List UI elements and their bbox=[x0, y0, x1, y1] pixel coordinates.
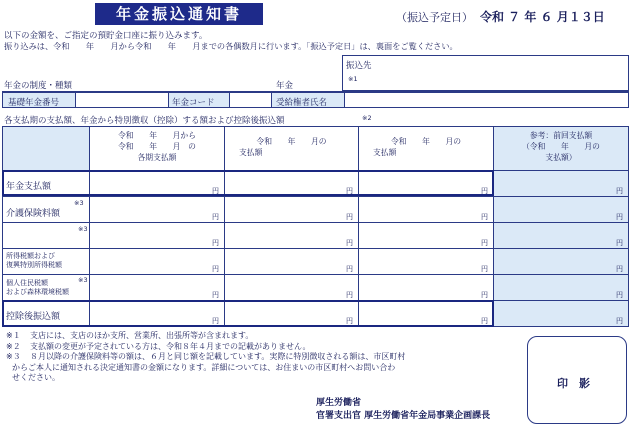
yen-r5c2: 円 bbox=[346, 291, 353, 299]
row-label-income-tax: 所得税額および 復興特別所得税額 bbox=[6, 252, 62, 269]
table-caption: 各支払期の支払額、年金から特別徴収（控除）する額および控除後振込額 bbox=[4, 116, 285, 126]
scheduled-date: 令和 ７ 年 ６ 月１３日 bbox=[480, 10, 605, 24]
yen-r3c2: 円 bbox=[346, 239, 353, 247]
yen-r2c3: 円 bbox=[481, 213, 488, 221]
pension-label: 年金 bbox=[276, 81, 294, 91]
yen-r5c3: 円 bbox=[481, 291, 488, 299]
scheduled-date-label: （振込予定日） bbox=[396, 11, 473, 24]
yen-r1c1: 円 bbox=[212, 187, 219, 195]
yen-r4c4: 円 bbox=[616, 265, 623, 273]
row-note-care-insurance: ※3 bbox=[74, 199, 84, 207]
yen-r6c4: 円 bbox=[616, 317, 623, 325]
yen-r1c3: 円 bbox=[481, 187, 488, 195]
issuer-line-1: 厚生労働省 bbox=[316, 398, 362, 408]
highlight-pension-payment bbox=[2, 170, 494, 196]
pension-system-label: 年金の制度・種類 bbox=[4, 81, 73, 91]
table-caption-note: ※2 bbox=[362, 114, 372, 122]
footnotes bbox=[6, 331, 405, 384]
pension-code-label: 年金コード bbox=[172, 98, 215, 108]
yen-r3c4: 円 bbox=[616, 239, 623, 247]
footnote-text-2: 支払額の変更が予定されている方は、令和８年４月までの記載がありません。 bbox=[30, 341, 311, 351]
footnote-text-4: からご本人に通知される決定通知書の金額になります。詳細については、お住まいの市区町村へお問い合わ bbox=[12, 362, 396, 372]
footnote-text-3: ８月以降の介護保険料等の額は、６月と同じ額を記載しています。実際に特別徴収される額は、市区町村 bbox=[30, 352, 406, 361]
col-header-1: 令和 年 月から 令和 年 月 の 各期支払額 bbox=[118, 131, 196, 162]
yen-r3c1: 円 bbox=[212, 239, 219, 247]
yen-r4c1: 円 bbox=[212, 265, 219, 273]
yen-r5c1: 円 bbox=[212, 291, 219, 299]
furikomisaki-box bbox=[342, 55, 629, 91]
basic-pension-number-value bbox=[76, 93, 168, 107]
col-header-2: 令和 年 月の 支払額 bbox=[239, 137, 327, 157]
yen-r6c3: 円 bbox=[481, 317, 488, 325]
furikomisaki-label: 振込先 bbox=[346, 61, 372, 71]
seal-label: 印 影 bbox=[557, 377, 590, 390]
yen-r2c2: 円 bbox=[346, 213, 353, 221]
yen-r4c2: 円 bbox=[346, 265, 353, 273]
footnote-mark-1: ※１ bbox=[6, 331, 21, 340]
highlight-after-deduction bbox=[2, 300, 494, 327]
intro-line-1: 以下の金額を、ご指定の預貯金口座に振り込みます。 bbox=[4, 31, 208, 41]
footnote-text-1: 支店には、支店のほか支所、営業所、出張所等が含まれます。 bbox=[30, 331, 254, 340]
row-label-resident-tax: 個人住民税額 および森林環境税額 bbox=[6, 279, 69, 296]
footnote-mark-2: ※２ bbox=[6, 341, 21, 351]
yen-r2c4: 円 bbox=[616, 213, 623, 221]
footnote-text-5: せください。 bbox=[12, 373, 60, 382]
yen-r6c2: 円 bbox=[346, 317, 353, 325]
intro-line-2: 振り込みは、令和 年 月から令和 年 月までの各偶数月に行います。「振込予定日」は、裏面をご覧ください。 bbox=[4, 41, 458, 51]
yen-r1c4: 円 bbox=[616, 187, 623, 195]
row-label-care-insurance: 介護保険料額 bbox=[6, 209, 61, 219]
col-header-3: 令和 年 月の 支払額 bbox=[373, 137, 462, 157]
row-note-resident-tax: ※3 bbox=[78, 276, 88, 284]
yen-r2c1: 円 bbox=[212, 213, 219, 221]
footnote-mark-3: ※３ bbox=[6, 352, 21, 361]
yen-r3c3: 円 bbox=[481, 239, 488, 247]
basic-pension-number-label: 基礎年金番号 bbox=[8, 98, 60, 108]
yen-r6c1: 円 bbox=[212, 317, 219, 325]
yen-r5c4: 円 bbox=[616, 291, 623, 299]
row-note-blank: ※3 bbox=[78, 225, 88, 233]
page-title: 年金振込通知書 bbox=[95, 3, 263, 25]
furikomisaki-note: ※1 bbox=[348, 75, 358, 83]
recipient-name-label: 受給権者氏名 bbox=[276, 98, 328, 108]
row-label-after-deduction: 控除後振込額 bbox=[6, 312, 61, 322]
col-header-4: 参考：前回支払額 （令和 年 月の 支払額） bbox=[522, 131, 600, 162]
yen-r4c3: 円 bbox=[481, 265, 488, 273]
yen-r1c2: 円 bbox=[346, 187, 353, 195]
row-label-pension-payment: 年金支払額 bbox=[6, 182, 52, 192]
issuer-line-2: 官署支出官 厚生労働省年金局事業企画課長 bbox=[316, 411, 491, 421]
